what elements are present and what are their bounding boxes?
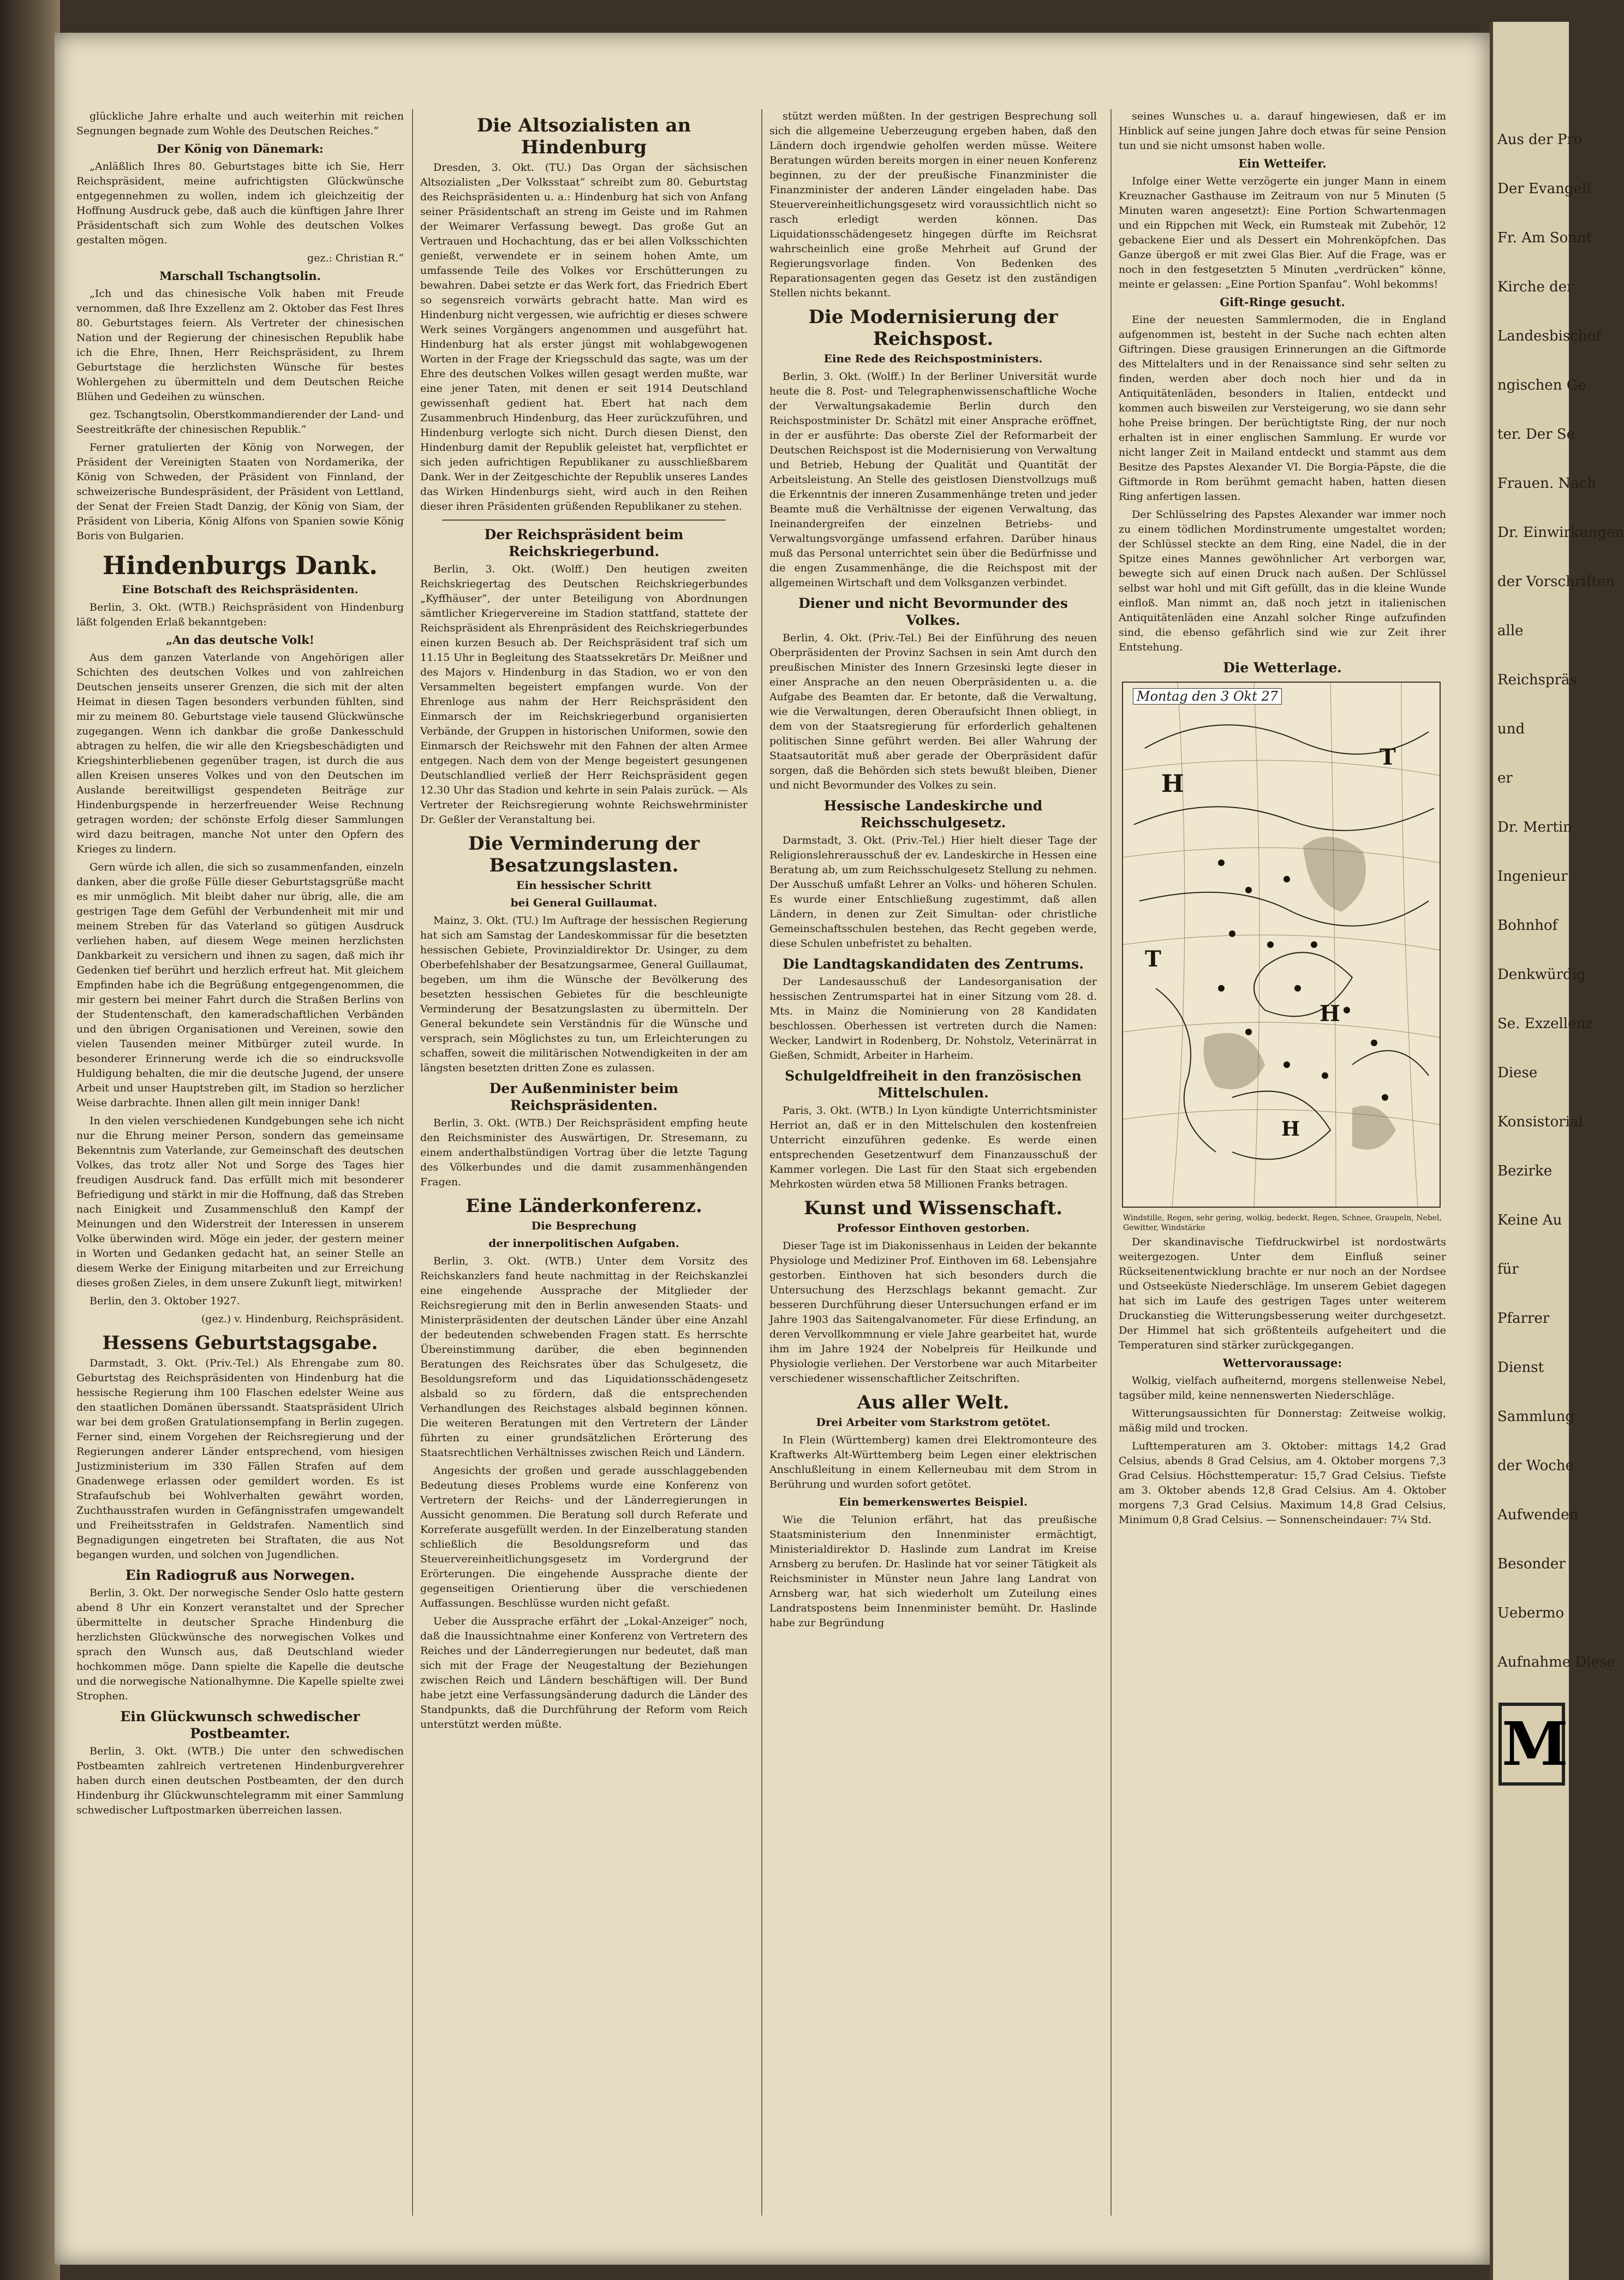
subheadline: Eine Rede des Reichspostministers. — [823, 352, 1043, 365]
subheading: Ein Wetteifer. — [1238, 157, 1327, 170]
headline: Hindenburgs Dank. — [102, 551, 378, 580]
paragraph: Wie die Telunion erfährt, hat das preußische Staatsministerium den Innenminister ermächtigt, Ministerialdirektor D. Haslinde zum Landrat im Kreise Arnsberg zu berufen. Dr. Haslinde hat vor seiner Tätigkeit als Reichsminister in Münster neun Jahre lang Landrat von Arnsberg war, hat sich wiederholt um Zuteilung eines Landratspostens beim Innenminister bemüht. Dr. Haslinde habe zur Begründung — [769, 1514, 1097, 1629]
paragraph: Berlin, 3. Okt. (WTB.) Unter dem Vorsitz des Reichskanzlers fand heute nachmittag in der Reichskanzlei eine eingehende Aussprache der Mitglieder der Reichsregierung mit den in Berlin anwesenden Staats- und Ministerpräsidenten der deutschen Länder über eine Anzahl der bedeutenden schwebenden Fragen statt. Es herrschte Übereinstimmung darüber, die eben beginnenden Beratungen des Reichsrates über das Schulgesetz, die Besoldungsreform und das Liquidationsschädengesetz alsbald so zu fördern, daß die entsprechenden Verhandlungen des Reichstages alsbald beginnen können. Die weiteren Beratungen mit den Vertretern der Länder führten zu einer grundsätzlichen Erörterung des Staatsrechtlichen Verhältnisses zwischen Reich und Ländern. — [420, 1255, 748, 1459]
svg-text:T: T — [1145, 946, 1161, 972]
adjacent-page-strip — [1490, 22, 1624, 2280]
paragraph: Der Landesausschuß der Landesorganisation der hessischen Zentrumspartei hat in einer Sitzung vom 28. d. Mts. in Mainz die Nominierung von 28 Kandidaten beschlossen. Oberhessen ist vertreten durch die Namen: Wecker, Landwirt in Rodenberg, Dr. Nohstolz, Veterinärrat in Gießen, Schmidt, Arbeiter in Harheim. — [769, 976, 1097, 1061]
strip-line: Bohnhof — [1497, 917, 1558, 934]
paragraph: Aus dem ganzen Vaterlande von Angehörigen aller Schichten des deutschen Volkes und von zahlreichen Deutschen jenseits unserer Grenzen, die sich mit der alten Heimat in diesen Tagen besonders verbunden fühlten, sind mir zu meinem 80. Geburtstage viele tausend Glückwünsche zugegangen. Wenn ich dankbar die große Dankesschuld abtragen zu helfen, die wir alle den Kriegsbeschädigten und Kriegshinterbliebenen gegenüber tragen, ist durch die aus allen Kreisen unseres Volkes und von den Deutschen im Auslande bereitwilligst gespendeten Beiträge zur Hindenburgspende in herzerfreuender Weise Rechnung getragen worden; der schönste Erfolg dieser Sammlungen wird dazu beitragen, manche Not unter den Opfern des Krieges zu lindern. — [76, 652, 404, 855]
headline: Der Reichspräsident beim Reichskriegerbund. — [484, 527, 684, 559]
paragraph: Berlin, 3. Okt. (WTB.) Reichspräsident von Hindenburg läßt folgenden Erlaß bekanntgeben: — [76, 601, 404, 628]
paragraph: Der skandinavische Tiefdruckwirbel ist nordostwärts weitergezogen. Unter dem Einfluß seiner Rückseitenentwicklung brachte er nur noch an der Nordsee und Ostseeküste Niederschläge. Im unserem Gebiet dagegen hat sich im Laufe des gestrigen Tages unter weiterem Druckanstieg die Witterungsbesserung weiter durchgesetzt. Der Himmel hat sich größtenteils aufgeheitert und die Temperaturen sind stärker zurückgegangen. — [1119, 1236, 1446, 1351]
strip-line: Se. Exzellenz — [1497, 1016, 1593, 1032]
strip-line: ter. Der Se — [1497, 426, 1575, 443]
subheading: Wettervoraussage: — [1222, 1356, 1342, 1370]
svg-text:H: H — [1161, 770, 1184, 798]
column-rule — [1110, 109, 1112, 2216]
headline: Die Wetterlage. — [1223, 660, 1342, 676]
strip-line: Ingenieur — [1497, 868, 1568, 885]
strip-line: Dr. Mertin — [1497, 819, 1572, 835]
paragraph: „Ich und das chinesische Volk haben mit Freude vernommen, daß Ihre Exzellenz am 2. Oktober das Fest Ihres 80. Geburtstages feiern. Als Vertreter der chinesischen Nation und der Regierung der chinesischen Republik habe ich die Ehre, Ihnen, Herr Reichspräsident, zu Ihrem Geburtstage die herzlichsten Wünsche für bestes Wohlergehen zu übermitteln und dem Deutschen Reiche Blühen und Gedeihen zu wünschen. — [76, 288, 404, 403]
paragraph: Berlin, 3. Okt. (Wolff.) Den heutigen zweiten Reichskriegertag des Deutschen Reichskriegerbundes „Kyffhäuser“, der unter Beteiligung von Abordnungen sämtlicher Kriegervereine im Stadion stattfand, stattete der Reichspräsident als Ehrenpräsident des Reichskriegerbundes einen kurzen Besuch ab. Der Reichspräsident traf sich um 11.15 Uhr in Begleitung des Staatssekretärs Dr. Meißner und des Majors v. Hindenburg in das Stadion, wo er von den Versammelten begeistert empfangen wurde. Von der Ehrenloge aus nahm der Herr Reichspräsident den Einmarsch der im Reichskriegerbund organisierten Verbände, der Gruppen in historischen Uniformen, sowie den Einmarsch der Reichswehr mit den Fahnen der alten Armee entgegen. Nach dem von der Menge begeistert gesungenen Deutschlandlied verließ der Herr Reichspräsident gegen 12.30 Uhr das Stadion und kehrte in sein Palais zurück. — Als Vertreter der Reichsregierung wohnte Reichswehrminister Dr. Geßler der Veranstaltung bei. — [420, 563, 748, 826]
divider — [442, 520, 726, 521]
paragraph: Paris, 3. Okt. (WTB.) In Lyon kündigte Unterrichtsminister Herriot an, daß er in den Mittelschulen den kostenfreien Unterricht einzuführen gedenke. Es werde einen entsprechenden Gesetzentwurf dem Finanzausschuß der Kammer vorlegen. Die Last für den Staat sich ergebenden Mehrkosten würden etwa 58 Millionen Franks betragen. — [769, 1105, 1097, 1190]
strip-line: und — [1497, 721, 1525, 737]
strip-line: Bezirke — [1497, 1163, 1553, 1179]
subheading: „An das deutsche Volk! — [165, 633, 315, 647]
headline: Ein Glückwunsch schwedischer Postbeamter. — [120, 1709, 360, 1741]
headline: Eine Länderkonferenz. — [465, 1195, 702, 1217]
strip-line: Konsistorial — [1497, 1114, 1583, 1130]
paragraph: Dieser Tage ist im Diakonissenhaus in Leiden der bekannte Physiologe und Mediziner Prof. Einthoven im 68. Lebensjahre gestorben. Einthoven hat sich besonders durch die Untersuchung des Herzschlags bekannt gemacht. Zur besseren Durchführung dieser Untersuchungen erfand er im Jahre 1903 das Saitengalvanometer. Für diese Erfindung, an deren Vervollkommnung er viele Jahre gearbeitet hat, wurde ihm im Jahre 1924 der Nobelpreis für Heilkunde und Physiologie verliehen. Der Verstorbene war auch Mitarbeiter verschiedener wissenschaftlicher Zeitschriften. — [769, 1240, 1097, 1384]
paragraph: Ueber die Aussprache erfährt der „Lokal-Anzeiger“ noch, daß die Inaussichtnahme einer Konferenz von Vertretern des Reiches und der Länderregierungen nur bedeutet, daß man sich mit der Frage der Neugestaltung der Beziehungen zwischen Reich und Ländern beschäftigen will. Der Bund habe jetzt eine Verfassungsänderung dadurch die Länder des Standpunkts, daß die Durchführung der Reform vom Reich unterstützt werden müßte. — [420, 1615, 748, 1730]
strip-line: Aus der Pro — [1497, 132, 1583, 148]
strip-line: Keine Au — [1497, 1212, 1562, 1228]
column-3 — [769, 109, 1097, 2216]
paragraph: In den vielen verschiedenen Kundgebungen sehe ich nicht nur die Ehrung meiner Person, sondern das gemeinsame Bekenntnis zum Vaterlande, zur Gemeinschaft des deutschen Volkes, das trotz aller Not und Sorge des Tages hier freudigen Ausdruck fand. Das erfüllt mich mit besonderer Befriedigung und stärkt in mir die Hoffnung, daß das Streben nach Einigkeit und Zusammenschluß den Kampf der Meinungen und den Widerstreit der Interessen in unserem Volke überwinden wird. Möge ein jeder, der gestern meiner in Worten und Gedanken gedacht hat, an seiner Stelle an diesem Werke der Einigung mitarbeiten und zur Erreichung dieses großen Zieles, in dem unsere Zukunft liegt, mitwirken! — [76, 1115, 404, 1289]
weather-map-graphic — [1123, 683, 1440, 1207]
paragraph: Berlin, 3. Okt. (WTB.) Die unter den schwedischen Postbeamten zahlreich vertretenen Hindenburgverehrer haben durch einen deutschen Postbeamten, der den durch Hindenburg ihr Glückwunschtelegramm mit einer Sammlung schwedischer Luftpostmarken überreichen lassen. — [76, 1745, 404, 1816]
subheadline: bei General Guillaumat. — [510, 896, 658, 909]
paragraph: glückliche Jahre erhalte und auch weiterhin mit reichen Segnungen begnade zum Wohle des Deutschen Reiches.“ — [76, 110, 404, 137]
column-rule — [761, 109, 762, 2216]
paragraph: Berlin, 4. Okt. (Priv.-Tel.) Bei der Einführung des neuen Oberpräsidenten der Provinz Sachsen in sein Amt durch den preußischen Minister des Innern Grzesinski legte dieser in einer Ansprache an den neuen Oberpräsidenten u. a. die Aufgabe des Beamten dar. Er betonte, daß die Verwaltung, wie die Verwaltungen, deren Oberaufsicht Ihnen obliegt, in dem von der Staatsregierung für erforderlich gehaltenen politischen Sinne geführt werden. Bei aller Wahrung der Staatsautorität muß aber gerade der Oberpräsident dafür sorgen, daß die Behörden sich stets bewußt bleiben, Diener und nicht Bevormunder des Volkes zu sein. — [769, 632, 1097, 791]
headline: Aus aller Welt. — [857, 1392, 1010, 1413]
svg-text:T: T — [1380, 744, 1396, 770]
book-binding — [0, 0, 60, 2280]
strip-line: Landesbischof — [1497, 328, 1601, 344]
headline: Der Außenminister beim Reichspräsidenten. — [489, 1081, 679, 1113]
signature: (gez.) v. Hindenburg, Reichspräsident. — [201, 1313, 404, 1325]
paragraph: Eine der neuesten Sammlermoden, die in England aufgenommen ist, besteht in der Suche nach echten alten Giftringen. Diese grausigen Erinnerungen an die Giftmorde des Mittelalters und in der Renaissance sind sehr selten zu finden, werden aber doch noch hier und da in Antiquitätenläden, besonders in Italien, entdeckt und kommen auch bisweilen zur Versteigerung, wo sie dann sehr hohe Preise bringen. Der berüchtigtste Ring, der nur noch erhalten ist in einer englischen Sammlung. Er wurde vor nicht langer Zeit in Mailand entdeckt und stammt aus dem Besitze des Papstes Alexander VI. Die Borgia-Päpste, die die Giftmorde in Rom berühmt gemacht haben, hatten diesen Ring anfertigen lassen. — [1119, 314, 1446, 503]
paragraph: „Anläßlich Ihres 80. Geburtstages bitte ich Sie, Herr Reichspräsident, meine aufrichtigsten Glückwünsche entgegennehmen zu wollen, indem ich gleichzeitig der Hoffnung Ausdruck gebe, daß auch die künftigen Jahre Ihrer Präsidentschaft sich zum Wohle des deutschen Volkes gestalten mögen. — [76, 160, 404, 246]
column-4 — [1119, 109, 1446, 2216]
signature: gez.: Christian R.“ — [307, 252, 404, 264]
strip-line: Besonder — [1497, 1556, 1566, 1572]
strip-line: Dienst — [1497, 1359, 1544, 1376]
paragraph: Berlin, 3. Okt. (WTB.) Der Reichspräsident empfing heute den Reichsminister des Auswärtigen, Dr. Stresemann, zu einem anderthalbstündigen Vortrag über die letzte Tagung des Völkerbundes und die damit zusammenhängenden Fragen. — [420, 1117, 748, 1188]
advertisement-letter: M — [1498, 1703, 1565, 1786]
strip-line: Sammlung — [1497, 1408, 1575, 1425]
subheading: Der König von Dänemark: — [157, 142, 324, 156]
paragraph: Mainz, 3. Okt. (TU.) Im Auftrage der hessischen Regierung hat sich am Samstag der Landeskommissar für die besetzten hessischen Gebiete, Provinzialdirektor Dr. Usinger, zu dem Oberbefehlshaber der Besatzungsarmee, General Guillaumat, begeben, um ihm die Wünsche der Bevölkerung des besetzten hessischen Gebietes für die beschleunigte Verminderung der Besatzungslasten zu übermitteln. Der General bekundete sein Verständnis für die Wünsche und versprach, sein Möglichstes zu tun, um Erleichterungen zu schaffen, soweit die militärischen Notwendigkeiten in der am längsten besetzten dritten Zone es zulassen. — [420, 915, 748, 1074]
subheading: Marschall Tschangtsolin. — [159, 269, 321, 283]
paragraph: Lufttemperaturen am 3. Oktober: mittags 14,2 Grad Celsius, abends 8 Grad Celsius, am 4. Oktober morgens 7,3 Grad Celsius. Höchsttemperatur: 15,7 Grad Celsius. Tiefste am 3. Oktober abends 12,8 Grad Celsius. Am 4. Oktober morgens 7,3 Grad Celsius. Maximum 14,8 Grad Celsius, Minimum 0,8 Grad Celsius. — Sonnenscheindauer: 7¼ Std. — [1119, 1440, 1446, 1526]
headline: Ein Radiogruß aus Norwegen. — [125, 1567, 355, 1583]
weather-map-date: Montag den 3 Okt 27 — [1133, 688, 1282, 705]
strip-line: Der Evangeli — [1497, 181, 1591, 197]
strip-text — [1493, 131, 1624, 1671]
paragraph: Gern würde ich allen, die sich so zusammenfanden, einzeln danken, aber die große Fülle dieser Geburtstagsgrüße macht es mir unmöglich. Mit bleibt daher nur übrig, alle, die am gestrigen Tage dem Gefühl der Verbundenheit mit mir und meinem Streben für das Vaterland so gütigen Ausdruck verliehen haben, auf diesem Wege meinen herzlichsten Dankbarkeit zu versichern und ihnen zu sagen, daß mich ihr Gedenken tief berührt und herzlich erfreut hat. Mit gleichem Empfinden habe ich die Begrüßung entgegengenommen, die mir gestern bei meiner Fahrt durch die Straßen Berlins von der Studentenschaft, den kameradschaftlichen Verbänden und den übrigen Organisationen und Vereinen, sowie den vielen Tausenden meiner Mitbürger zuteil wurde. In besonderer Erinnerung werde ich die so eindrucksvolle Huldigung behalten, die mir die deutsche Jugend, der unsere Arbeit und unser Hauptstreben gilt, im Stadion so herzlicher Weise darbrachte. Ihnen allen gilt mein inniger Dank! — [76, 861, 404, 1109]
column-1 — [76, 109, 404, 2216]
headline: Die Modernisierung der Reichspost. — [808, 306, 1058, 350]
weather-map — [1122, 682, 1441, 1208]
paragraph: Berlin, den 3. Oktober 1927. — [89, 1295, 240, 1307]
paragraph: Angesichts der großen und gerade ausschlaggebenden Bedeutung dieses Problems wurde eine Konferenz von Vertretern der Reichs- und der Länderregierungen in Aussicht genommen. Die Beratung soll durch Referate und Korreferate ausgefüllt werden. In der Einzelberatung standen schließlich die Besoldungsreform und das Steuervereinheitlichungsgesetz im Vordergrund der Erörterungen. Die eingehende Aussprache diente der gegenseitigen Orientierung über die verschiedenen Auffassungen. Beschlüsse wurden nicht gefaßt. — [420, 1465, 748, 1609]
svg-text:H: H — [1320, 1001, 1340, 1026]
subheading: Gift-Ringe gesucht. — [1220, 295, 1345, 309]
paragraph: Dresden, 3. Okt. (TU.) Das Organ der sächsischen Altsozialisten „Der Volksstaat“ schreibt zum 80. Geburtstag des Reichspräsidenten u. a.: Hindenburg hat sich von Anfang seiner Präsidentschaft an streng im Geiste und im Rahmen der Weimarer Verfassung bewegt. Das große Gut an Vertrauen und Hochachtung, das er bei allen Volksschichten genießt, verwendete er in seinem hohen Amte, um umfassende Teile des Volkes vor Erschütterungen zu bewahren. Dabei setzte er das Werk fort, das Friedrich Ebert so segensreich vorwärts gebracht hatte. Man wird es Hindenburg nicht vergessen, wie aufrichtig er dieses schwere Werk seines Vorgängers angenommen und ausgeführt hat. Hindenburg hat als erster jüngst mit wohlabgewogenen Worten in der Frage der Kriegsschuld das sagte, was um der Ehre des deutschen Volkes willen gesagt werden mußte, war eine jener Taten, mit denen er seit 1914 Deutschland gewissenhaft gedient hat. Ebert hat nach dem Zusammenbruch Hindenburg, das Heer zurückzuführen, und Hindenburg verlogte sich nicht. Durch diesen Dienst, den Hindenburg damit der Republik geleistet hat, verpflichtet er sich jeden aufrichtigen Republikaner zu ausschließbarem Dank. Wer in der Zeitgeschichte der Republik unseres Landes das Wirken Hindenburgs sieht, wird auch in den Reihen dieser ihren Präsidenten grüßenden Republikaner zu stehen. — [420, 162, 748, 512]
strip-line: Aufwenden — [1497, 1507, 1579, 1523]
strip-line: der Vorschriften — [1497, 574, 1615, 590]
headline: Kunst und Wissenschaft. — [804, 1197, 1062, 1219]
strip-line: alle — [1497, 623, 1524, 639]
paragraph: Darmstadt, 3. Okt. (Priv.-Tel.) Als Ehrengabe zum 80. Geburtstag des Reichspräsidenten von Hindenburg hat die hessische Regierung ihm 100 Flaschen edelster Weine aus den staatlichen Domänen überssandt. Staatspräsident Ulrich war bei dem großen Gratulationsempfang in Berlin zugegen. Ferner sind, einem Vorgehen der Reichsregierung und der Regierungen anderer Länder entsprechend, vom hiesigen Justizministerium im 330 Fällen Strafen auf dem Gnadenwege erlassen oder gemildert worden. Es ist Strafaufschub bei Wohlverhalten gewährt worden, Zuchthausstrafen wurden in Gefängnisstrafen umgewandelt und Freiheitsstrafen in Geldstrafen. Namentlich sind Begnadigungen eingetreten bei Straftaten, die aus Not begangen wurden, und solchen von Jugendlichen. — [76, 1357, 404, 1561]
column-2 — [420, 109, 748, 2216]
headline: Diener und nicht Bevormunder des Volkes. — [798, 595, 1068, 628]
subheadline: Die Besprechung — [531, 1219, 637, 1232]
svg-text:H: H — [1281, 1118, 1300, 1141]
strip-line: Pfarrer — [1497, 1310, 1550, 1327]
strip-line: Fr. Am Sonnt — [1497, 230, 1592, 246]
paragraph: stützt werden müßten. In der gestrigen Besprechung soll sich die allgemeine Ueberzeugung ergeben haben, daß den Ländern doch irgendwie geholfen werden müsse. Weitere Beratungen würden bereits morgen in einer neuen Konferenz beginnen, zu der der preußische Finanzminister die Finanzminister der anderen Länder eingeladen habe. Das Steuervereinheitlichungsgesetz wird voraussichtlich nicht so rasch erledigt werden können. Das Liquidationsschädengesetz hingegen dürfte im Reichsrat wahrscheinlich eine große Mehrheit auf Grund der Regierungsvorlage finden. Von Bedenken des Reparationsagenten gegen das Gesetz ist den zuständigen Stellen nichts bekannt. — [769, 110, 1097, 299]
strip-line: Reichspräs — [1497, 672, 1577, 688]
strip-line: Uebermo — [1497, 1605, 1565, 1621]
paragraph: Witterungsaussichten für Donnerstag: Zeitweise wolkig, mäßig mild und trocken. — [1119, 1407, 1446, 1434]
headline: Hessens Geburtstagsgabe. — [102, 1332, 378, 1354]
strip-line: Denkwürdig — [1497, 966, 1586, 983]
subheadline: Professor Einthoven gestorben. — [837, 1221, 1030, 1234]
headline: Die Verminderung der Besatzungslasten. — [468, 833, 700, 876]
strip-line: ngischen Ge — [1497, 377, 1586, 393]
subheadline: Ein hessischer Schritt — [516, 879, 652, 892]
strip-line: Kirche der — [1497, 279, 1574, 295]
paragraph: seines Wunsches u. a. darauf hingewiesen, daß er im Hinblick auf seine jungen Jahre doch etwas für seine Pension tun und sie nicht umsonst haben wolle. — [1119, 110, 1446, 152]
strip-line: Dr. Einwirkungen — [1497, 524, 1624, 541]
strip-line: Frauen. Nach — [1497, 475, 1596, 492]
subheadline: Eine Botschaft des Reichspräsidenten. — [122, 583, 359, 596]
paragraph: Berlin, 3. Okt. (Wolff.) In der Berliner Universität wurde heute die 8. Post- und Telegraphenwissenschaftliche Woche der Verwaltungsakademie Berlin durch den Reichspostminister Dr. Schätzl mit einer Ansprache eröffnet, in der er ausführte: Das oberste Ziel der Reformarbeit der Deutschen Reichspost ist die Modernisierung von Verwaltung und Betrieb, Hebung der Qualität und Quantität der Arbeitsleistung. An Stelle des geistlosen Dienstvollzugs muß die Erkenntnis der inneren Zusammenhänge treten und jeder Beamte muß die Verhältnisse der eigenen Verwaltung, das Ineinandergreifen der einzelnen Betriebs- und Verwaltungsvorgänge umfassend erfahren. Darüber hinaus muß das Personal unterrichtet sein über die Bedürfnisse und die engen Zusammenhänge, die die Reichspost mit der allgemeinen Wirtschaft und dem Volksganzen verbindet. — [769, 371, 1097, 589]
headline: Die Altsozialisten an Hindenburg — [476, 115, 691, 158]
paragraph: Der Schlüsselring des Papstes Alexander war immer noch zu einem tödlichen Mordinstrumente umgestaltet worden; der Schlüssel steckte an dem Ring, eine Nadel, die in der Spitze eines Mannes gewöhnlicher Art verborgen war, bewegte sich auf einen Druck nach außen. Der Schlüssel selbst war hohl und mit Gift gefüllt, das in die kleine Wunde einfloß. Man nimmt an, daß noch jetzt in italienischen Antiquitätenläden eine Anzahl solcher Ringe aufzufinden sind, die ebenso gefährlich sind wie zur Zeit ihrer Entstehung. — [1119, 509, 1446, 653]
headline: Hessische Landeskirche und Reichsschulgesetz. — [823, 798, 1043, 831]
weather-map-legend: Windstille, Regen, sehr gering, wolkig, bedeckt, Regen, Schnee, Graupeln, Nebel, Gewitter, Windstärke — [1123, 1214, 1442, 1232]
strip-line: der Woche — [1497, 1458, 1574, 1474]
strip-line: Diese — [1497, 1065, 1538, 1081]
paragraph: Darmstadt, 3. Okt. (Priv.-Tel.) Hier hielt dieser Tage der Religionslehrerausschuß der ev. Landeskirche in Hessen eine Beratung ab, um zum Reichsschulgesetz Stellung zu nehmen. Der Ausschuß umfaßt Lehrer an Volks- und höheren Schulen. Es wurde einer Entschließung zugestimmt, daß allen Ländern, in denen zur Zeit Simultan- oder christliche Gemeinschaftsschulen bestehen, das Recht gegeben werde, diese Schulen unbefristet zu behalten. — [769, 834, 1097, 950]
subheadline: der innerpolitischen Aufgaben. — [488, 1237, 679, 1250]
paragraph: Ferner gratulierten der König von Norwegen, der Präsident der Vereinigten Staaten von Nordamerika, der König von Schweden, der Präsident von Finnland, der schweizerische Bundespräsident, der Präsident von Lettland, der Senat der Freien Stadt Danzig, der König von Siam, der Präsident von Liberia, König Alfons von Spanien sowie König Boris von Bulgarien. — [76, 441, 404, 542]
paragraph: Wolkig, vielfach aufheiternd, morgens stellenweise Nebel, tagsüber mild, keine nennenswerten Niederschläge. — [1119, 1375, 1446, 1401]
paragraph: In Flein (Württemberg) kamen drei Elektromonteure des Kraftwerks Alt-Württemberg beim Legen einer elektrischen Anschlußleitung in einem Kellerneubau mit dem Strom in Berührung und wurden sofort getötet. — [769, 1434, 1097, 1490]
strip-line: für — [1497, 1261, 1519, 1278]
strip-line: er — [1497, 770, 1513, 786]
column-rule — [412, 109, 413, 2216]
paragraph: gez. Tschangtsolin, Oberstkommandierender der Land- und Seestreitkräfte der chinesischen Republik.“ — [76, 409, 404, 435]
headline: Die Landtagskandidaten des Zentrums. — [783, 956, 1084, 972]
paragraph: Berlin, 3. Okt. Der norwegische Sender Oslo hatte gestern abend 8 Uhr ein Konzert veranstaltet und der Sprecher übermittelte in deutscher Sprache Hindenburg die herzlichsten Glückwünsche des norwegischen Volkes und sprach den Wunsch aus, daß Deutschland wieder hochkommen möge. Dann spielte die Kapelle die deutsche und die norwegische Nationalhymne. Die Kapelle spielte zwei Strophen. — [76, 1587, 404, 1702]
paragraph: Infolge einer Wette verzögerte ein junger Mann in einem Kreuznacher Gasthause im Zeitraum von nur 5 Minuten (5 Minuten waren angesetzt): Eine Portion Schwartenmagen und ein Rippchen mit Weck, ein Rumsteak mit Zubehör, 12 gebackene Eier und als Dessert ein Mohrenköpfchen. Das Ganze übergoß er mit zwei Glas Bier. Auf die Frage, was er noch in den festgesetzten 5 Minuten „verdrücken“ könne, meinte er gelassen: „Eine Portion Spanfau“. Wohl bekomms! — [1119, 175, 1446, 290]
strip-line: Aufnahme Diese — [1497, 1654, 1615, 1670]
subheadline: Ein bemerkenswertes Beispiel. — [839, 1495, 1028, 1508]
headline: Schulgeldfreiheit in den französischen Mittelschulen. — [785, 1068, 1082, 1101]
subheadline: Drei Arbeiter vom Starkstrom getötet. — [816, 1416, 1050, 1429]
